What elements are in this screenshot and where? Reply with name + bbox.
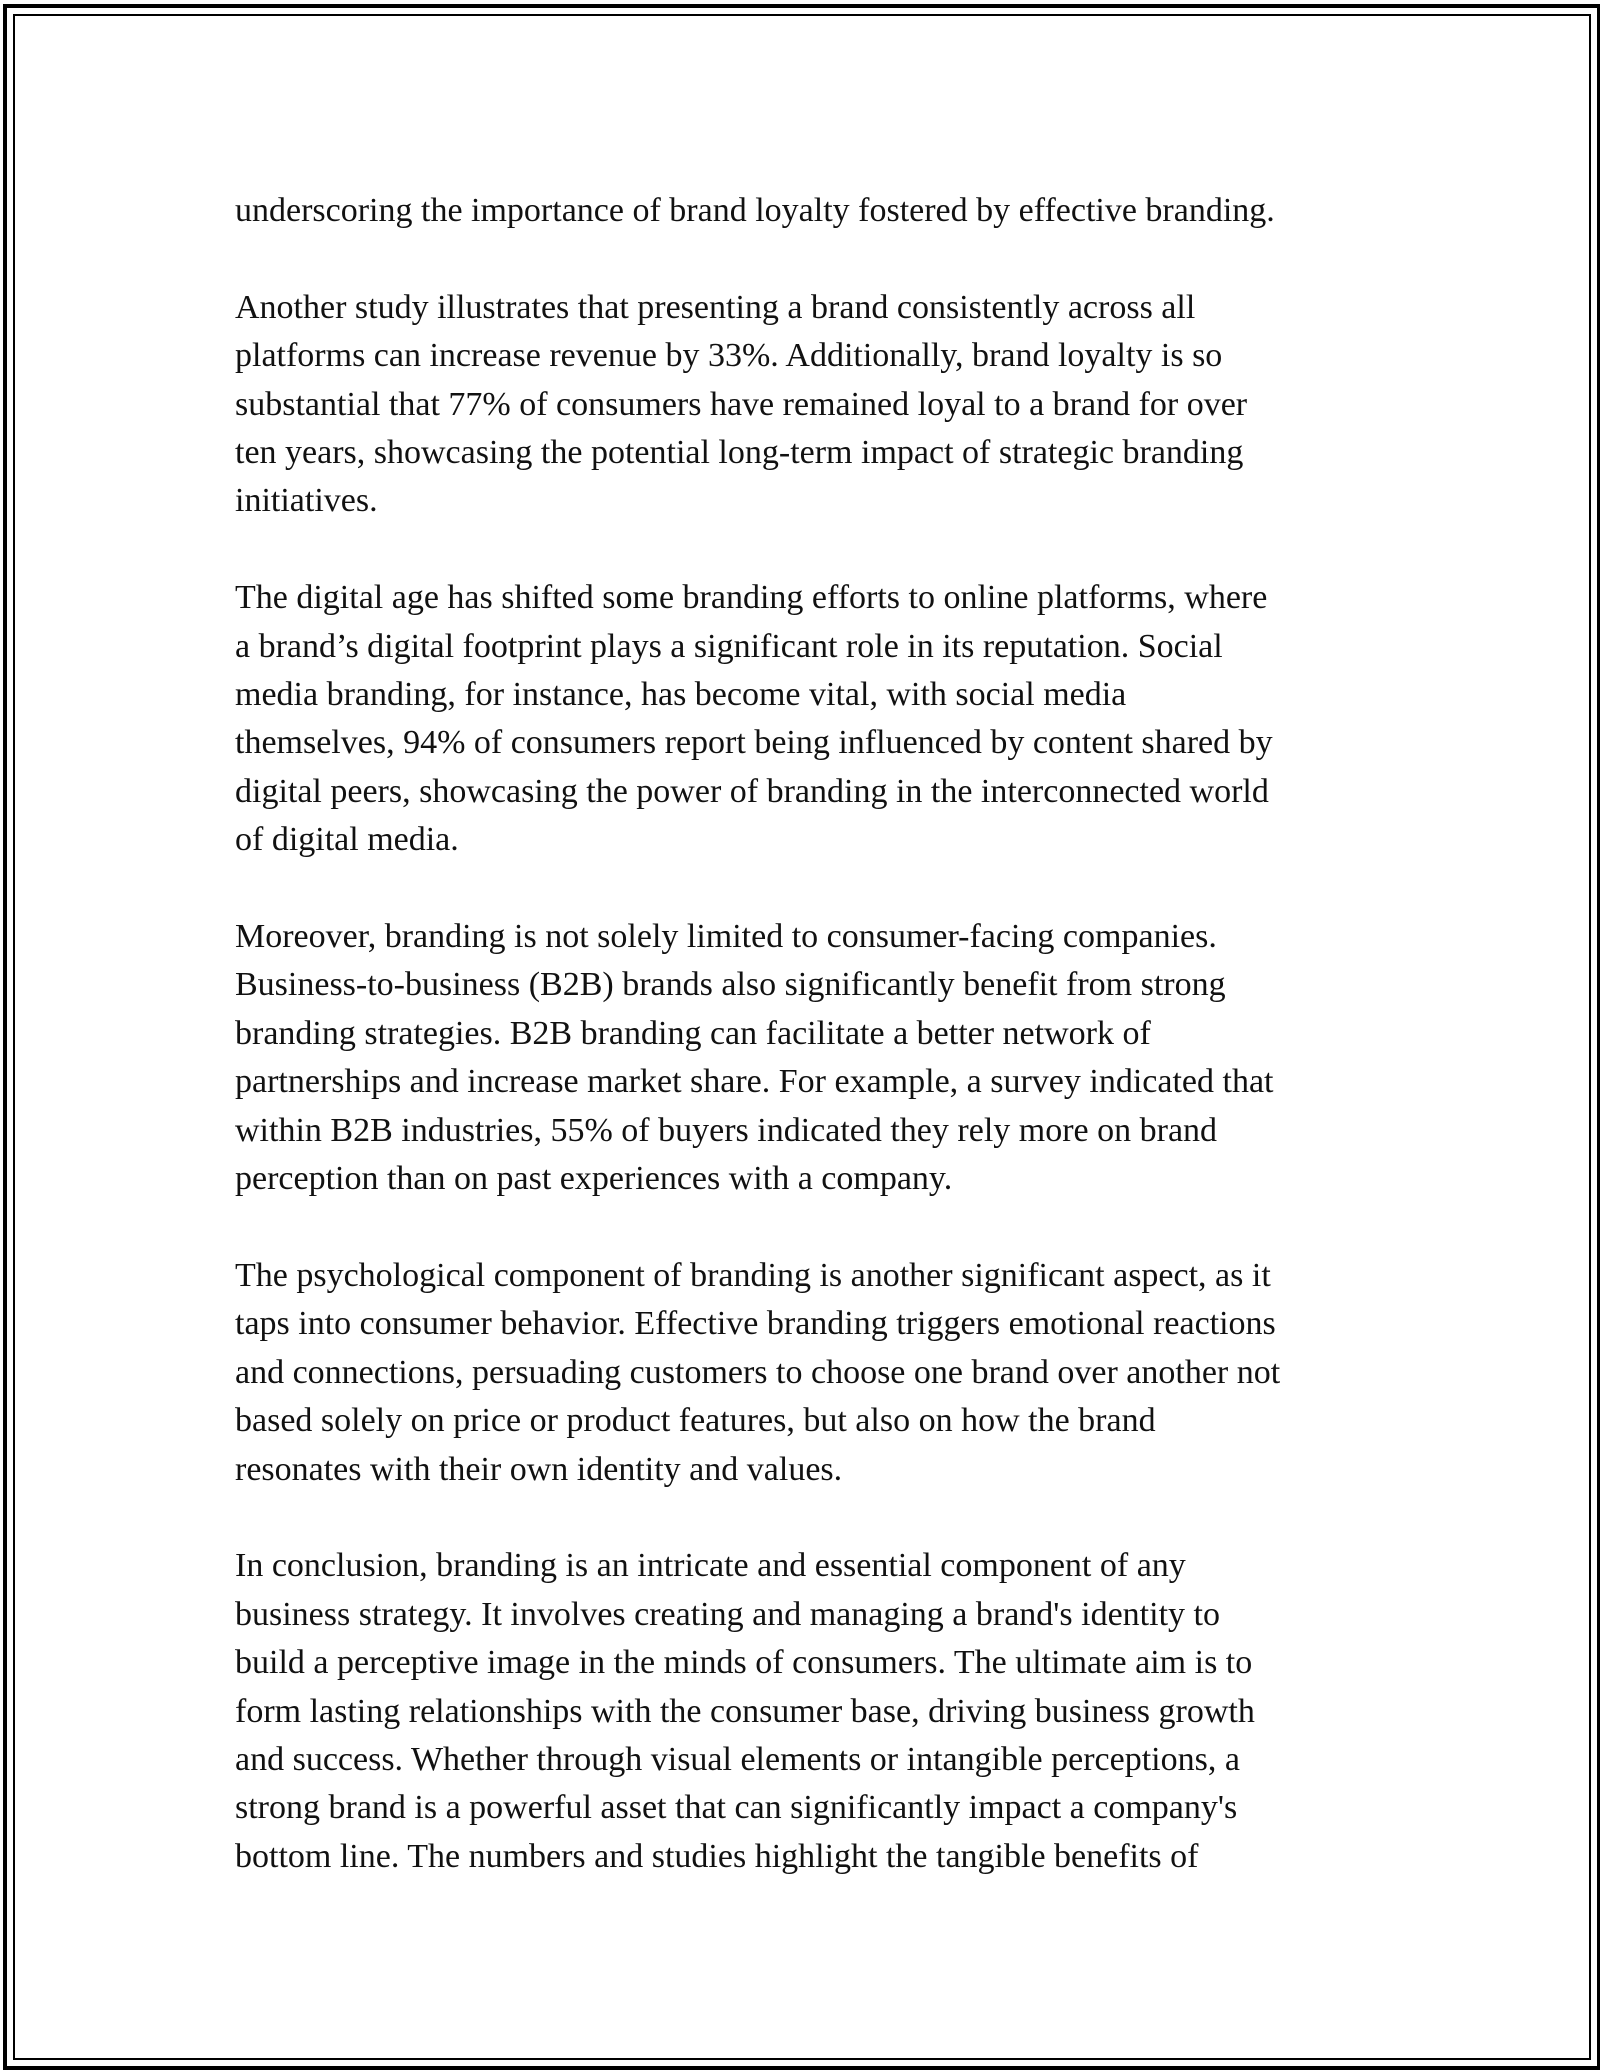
paragraph-brand-loyalty-continuation: underscoring the importance of brand loyalty fostered by effective branding. [235, 192, 1275, 229]
paragraph-psychological-component: The psychological component of branding is another significant aspect, as it taps into consumer behavior. Effective branding triggers emotional reactions and connections, persuading customers to choose one brand over another not based solely on price or product features, but also on how the brand resonates with their own identity and values. [235, 1256, 1281, 1488]
paragraph-consistency-revenue: Another study illustrates that presenting a brand consistently across all platforms can increase revenue by 33%. Additionally, brand loyalty is so substantial that 77% of consumers have remained loyal to a brand for over ten years, showcasing the potential long-term impact of strategic branding initiatives. [235, 288, 1248, 520]
paragraph-b2b-branding: Moreover, branding is not solely limited to consumer-facing companies. Business-to-business (B2B) brands also significantly benefit from strong branding strategies. B2B branding can facilitate a better network of partnerships and increase market share. For example, a survey indicated that within B2B industries, 55% of buyers indicated they rely more on brand perception than on past experiences with a company. [235, 918, 1274, 1198]
document-body [235, 187, 1370, 1930]
paragraph-digital-age: The digital age has shifted some branding efforts to online platforms, where a brand’s digital footprint plays a significant role in its reputation. Social media branding, for instance, has become vital, with social media themselves, 94% of consumers report being influenced by content shared by digital peers, showcasing the power of branding in the interconnected world of digital media. [235, 579, 1273, 859]
paragraph-conclusion: In conclusion, branding is an intricate and essential component of any business strategy. It involves creating and managing a brand's identity to build a perceptive image in the minds of consumers. The ultimate aim is to form lasting relationships with the consumer base, driving business growth and success. Whether through visual elements or intangible perceptions, a strong brand is a powerful asset that can significantly impact a company's bottom line. The numbers and studies highlight the tangible benefits of [235, 1547, 1255, 1875]
